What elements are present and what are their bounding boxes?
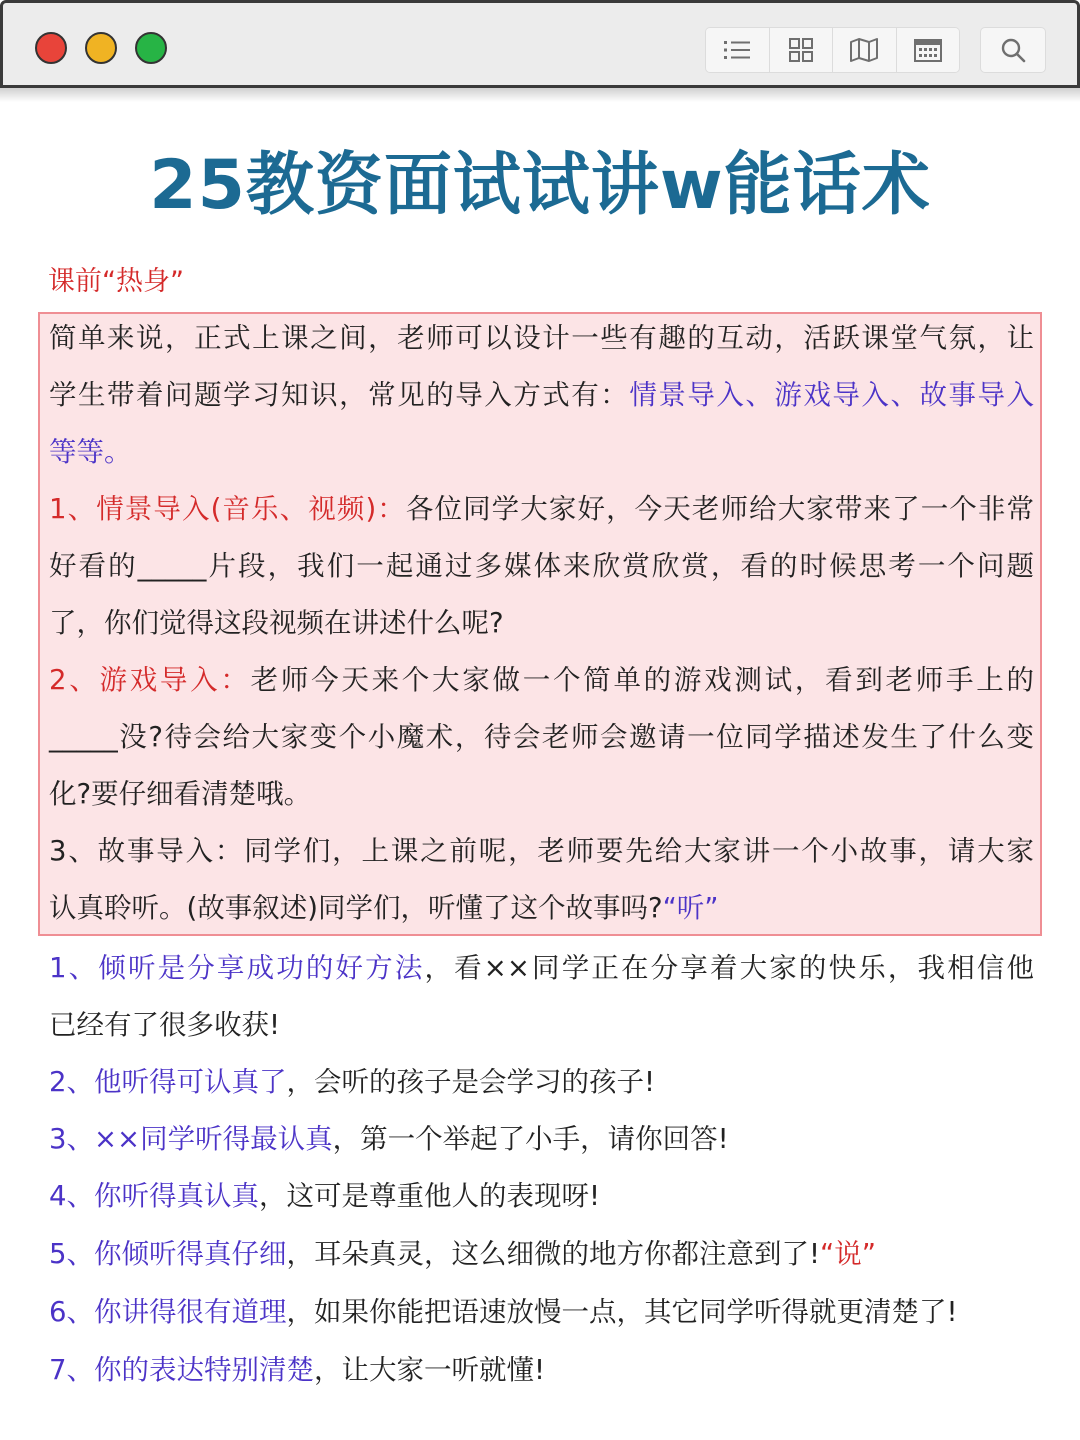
box-line: 化?要仔细看清楚哦。 (49, 778, 312, 810)
box-line: 认真聆听。(故事叙述)同学们，听懂了这个故事吗?“听” (49, 892, 719, 924)
list-item: 4、你听得真认真，这可是尊重他人的表现呀! (49, 1180, 601, 1212)
box-line: 简单来说，正式上课之间，老师可以设计一些有趣的互动，活跃课堂气氛，让 (49, 322, 1034, 354)
listen-heading: “听” (662, 892, 719, 924)
box-line: _____没?待会给大家变个小魔术，待会老师会邀请一位同学描述发生了什么变 (49, 721, 1034, 753)
list-item: 1、倾听是分享成功的好方法，看××同学正在分享着大家的快乐，我相信他 (49, 952, 1034, 984)
box-line: 3、故事导入：同学们，上课之前呢，老师要先给大家讲一个小故事，请大家 (49, 835, 1034, 867)
box-line: 等等。 (49, 436, 132, 468)
box-line: 1、情景导入(音乐、视频)：各位同学大家好，今天老师给大家带来了一个非常 (49, 493, 1035, 525)
window-titlebar (0, 0, 1080, 88)
close-button[interactable] (35, 32, 67, 64)
list-item: 7、你的表达特别清楚，让大家一听就懂! (49, 1354, 546, 1386)
game-intro-label: 2、游戏导入： (49, 664, 251, 696)
box-line: 2、游戏导入：老师今天来个大家做一个简单的游戏测试，看到老师手上的 (49, 664, 1034, 696)
map-view-button[interactable] (833, 28, 897, 72)
list-item: 已经有了很多收获! (49, 1009, 281, 1041)
grid-icon (788, 37, 814, 63)
list-item: 2、他听得可认真了，会听的孩子是会学习的孩子! (49, 1066, 656, 1098)
calendar-icon (913, 37, 943, 63)
section-heading: 课前“热身” (48, 266, 184, 297)
titlebar-shadow (0, 88, 1080, 102)
map-icon (849, 37, 879, 63)
list-view-button[interactable] (706, 28, 770, 72)
zoom-button[interactable] (135, 32, 167, 64)
box-line: 了，你们觉得这段视频在讲述什么呢? (49, 607, 504, 639)
box-line: 学生带着问题学习知识，常见的导入方式有：情景导入、游戏导入、故事导入 (49, 379, 1035, 411)
calendar-view-button[interactable] (897, 28, 960, 72)
scenario-intro-label: 1、情景导入(音乐、视频)： (49, 493, 406, 525)
minimize-button[interactable] (85, 32, 117, 64)
list-item: 6、你讲得很有道理，如果你能把语速放慢一点，其它同学听得就更清楚了! (49, 1296, 958, 1328)
list-item: 3、××同学听得最认真，第一个举起了小手，请你回答! (49, 1123, 729, 1155)
speak-heading: “说” (820, 1238, 877, 1270)
list-item: 5、你倾听得真仔细，耳朵真灵，这么细微的地方你都注意到了!“说” (49, 1238, 877, 1270)
search-icon (1000, 37, 1026, 63)
list-icon (722, 38, 752, 62)
intro-methods: 情景导入、游戏导入、故事导入 (629, 379, 1035, 411)
page-title: 25教资面试试讲w能话术 (149, 146, 931, 225)
search-button[interactable] (981, 28, 1045, 72)
view-toolbar (706, 28, 959, 72)
grid-view-button[interactable] (770, 28, 834, 72)
box-line: 好看的_____片段，我们一起通过多媒体来欣赏欣赏，看的时候思考一个问题 (49, 550, 1034, 582)
